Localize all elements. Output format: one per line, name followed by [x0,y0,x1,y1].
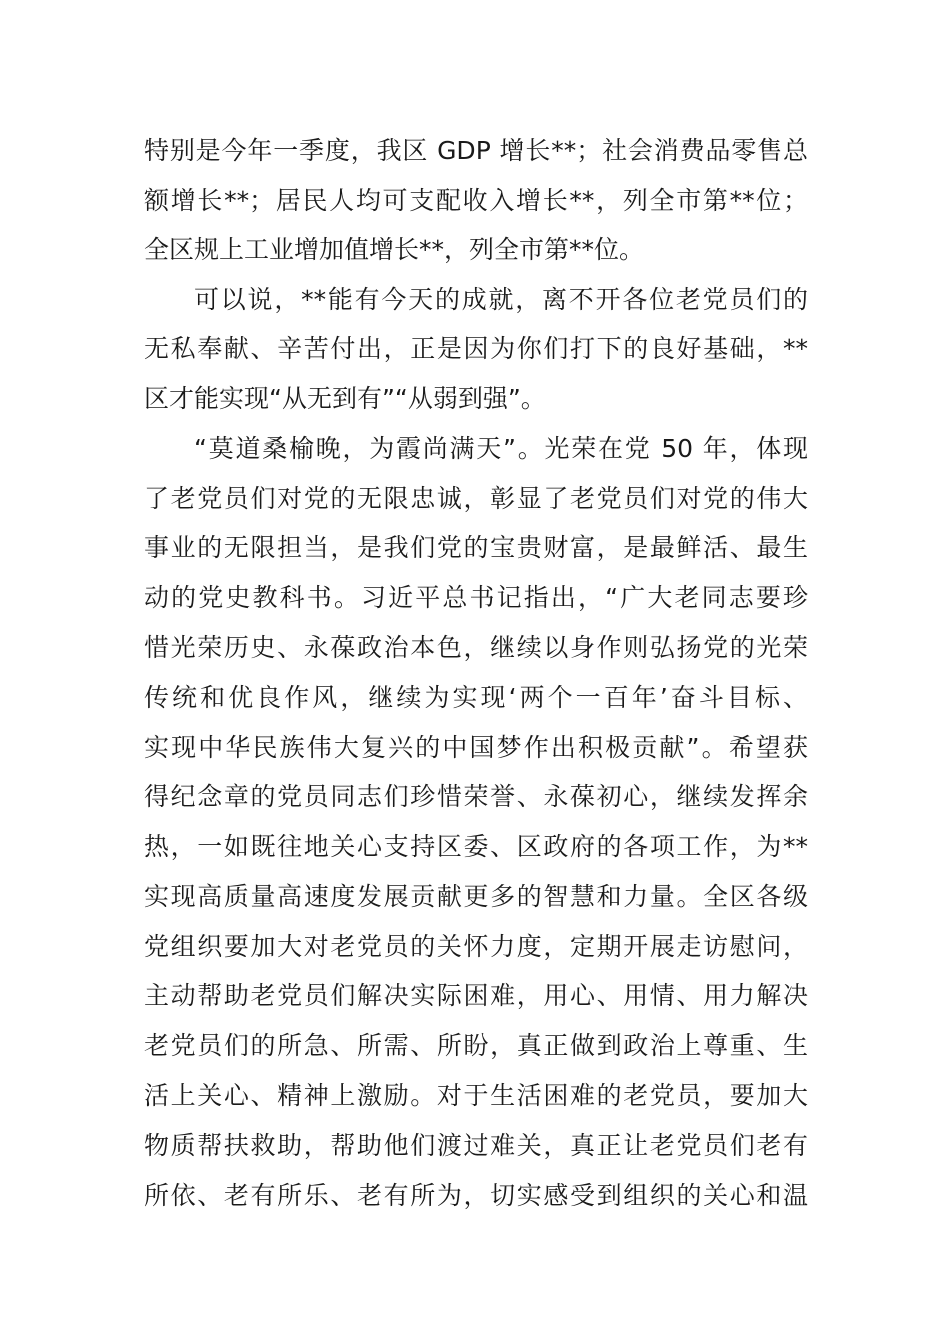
text-line: 党组织要加大对老党员的关怀力度，定期开展走访慰问， [144,932,808,961]
text-line: 所依、老有所乐、老有所为，切实感受到组织的关心和温 [144,1181,808,1210]
text-line: 特别是今年一季度，我区 GDP 增长**；社会消费品零售总 [144,136,808,165]
text-line: 得纪念章的党员同志们珍惜荣誉、永葆初心，继续发挥余 [144,782,808,811]
text-line: 传统和优良作风，继续为实现‘两个一百年’奋斗目标、 [144,683,808,712]
text-line: 热，一如既往地关心支持区委、区政府的各项工作，为** [144,832,808,861]
text-line: 无私奉献、辛苦付出，正是因为你们打下的良好基础，** [144,334,808,363]
text-line: 实现中华民族伟大复兴的中国梦作出积极贡献”。希望获 [144,733,808,762]
text-line: 额增长**；居民人均可支配收入增长**，列全市第**位； [144,186,808,215]
text-line: 主动帮助老党员们解决实际困难，用心、用情、用力解决 [144,981,808,1010]
text-line: 物质帮扶救助，帮助他们渡过难关，真正让老党员们老有 [144,1131,808,1160]
text-line: 事业的无限担当，是我们党的宝贵财富，是最鲜活、最生 [144,533,808,562]
text-line: 全区规上工业增加值增长**，列全市第**位。 [144,235,645,264]
text-line: 实现高质量高速度发展贡献更多的智慧和力量。全区各级 [144,882,808,911]
text-line: 可以说，**能有今天的成就，离不开各位老党员们的 [194,285,808,314]
text-line: “莫道桑榆晚，为霞尚满天”。光荣在党 50 年，体现 [194,434,808,463]
text-line: 了老党员们对党的无限忠诚，彰显了老党员们对党的伟大 [144,484,808,513]
text-line: 动的党史教科书。习近平总书记指出，“广大老同志要珍 [144,583,808,612]
text-line: 老党员们的所急、所需、所盼，真正做到政治上尊重、生 [144,1031,808,1060]
text-line: 惜光荣历史、永葆政治本色，继续以身作则弘扬党的光荣 [144,633,808,662]
text-line: 活上关心、精神上激励。对于生活困难的老党员，要加大 [144,1081,808,1110]
text-line: 区才能实现“从无到有”“从弱到强”。 [144,384,546,413]
